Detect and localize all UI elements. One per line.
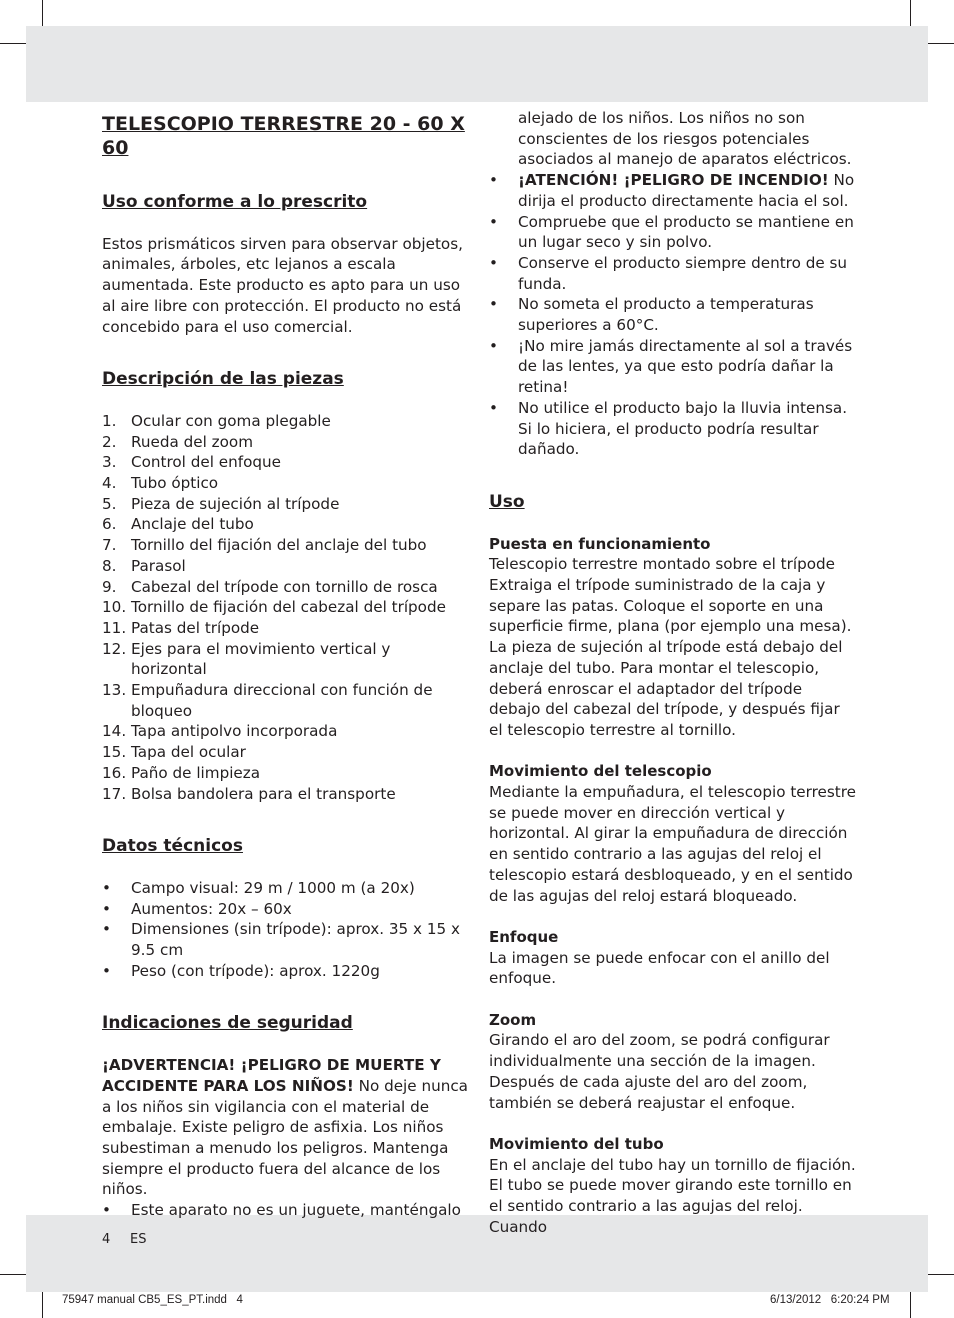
- item-number: 2.: [102, 432, 117, 451]
- language-code: ES: [130, 1232, 147, 1247]
- item-number: 15.: [102, 743, 127, 762]
- list-item: [489, 212, 857, 253]
- page-number: 4: [102, 1232, 111, 1247]
- item-text: Ejes para el movimiento vertical y horizontal: [131, 639, 391, 679]
- list-item: [102, 618, 470, 639]
- bullet: •: [102, 899, 111, 918]
- warning-text: No deje nunca a los niños sin vigilancia con el material de embalaje. Existe peligro de asfixia. Los niños subestiman a menudo los peligros. Mantenga siempre el producto fuera del alcance de los niños.: [102, 1076, 468, 1199]
- item-text: Rueda del zoom: [131, 432, 253, 451]
- item-text: Cabezal del trípode con tornillo de rosca: [131, 577, 438, 596]
- file-slug: 75947 manual CB5_ES_PT.indd 4: [62, 1294, 243, 1306]
- fire-warning-text: No dirija el producto directamente hacia el sol.: [518, 171, 855, 210]
- subsection-text: Telescopio terrestre montado sobre el trípode Extraiga el trípode suministrado de la caja y separe las patas. Coloque el soporte en una superficie firme, plana (por ejemplo una mesa). La pieza de sujeción al trípode está debajo del anclaje del tubo. Para montar el telescopio, deberá enroscar el adaptador del trípode debajo del cabezal del trípode, y después fijar el telescopio terrestre al tornillo.: [489, 555, 852, 739]
- subsection-title: Movimiento del telescopio: [489, 762, 712, 781]
- item-number: 1.: [102, 411, 117, 430]
- list-item: [102, 577, 470, 598]
- list-item: [102, 721, 470, 742]
- warning-bold: ¡ADVERTENCIA! ¡PELIGRO DE MUERTE Y ACCIDENTE PARA LOS NIÑOS!: [102, 1056, 441, 1095]
- subsection-text: Mediante la empuñadura, el telescopio terrestre se puede mover en dirección vertical y horizontal. Al girar la empuñadura de dirección en sentido contrario a las agujas del reloj el telescopio estará desbloqueado, y en el sentido de las agujas del reloj estará bloqueado.: [489, 783, 856, 905]
- item-text: Anclaje del tubo: [131, 515, 254, 534]
- item-text: Bolsa bandolera para el transporte: [131, 784, 396, 803]
- item-number: 9.: [102, 577, 117, 596]
- safety-item-text: alejado de los niños. Los niños no son conscientes de los riesgos potenciales asociados al manejo de aparatos eléctricos.: [518, 109, 852, 169]
- item-text: Paño de limpieza: [131, 763, 261, 782]
- list-item: [102, 899, 470, 920]
- list-item: [102, 473, 470, 494]
- item-text: ¡No mire jamás directamente al sol a través de las lentes, ya que esto podría dañar la retina!: [518, 336, 853, 397]
- bullet: •: [102, 961, 111, 980]
- item-number: 16.: [102, 763, 127, 782]
- subsection-text: En el anclaje del tubo hay un tornillo de fijación. El tubo se puede mover girando este tornillo en el sentido contrario a las agujas del reloj. Cuando: [489, 1155, 856, 1236]
- bullet: •: [489, 171, 498, 190]
- item-number: 17.: [102, 784, 127, 803]
- header-band: [26, 26, 928, 102]
- subsection-text: Girando el aro del zoom, se podrá configurar individualmente una sección de la imagen. Después de cada ajuste del aro del zoom, también se deberá reajustar el enfoque.: [489, 1031, 830, 1112]
- item-text: Empuñadura direccional con función de bloqueo: [131, 681, 433, 720]
- item-text: Parasol: [131, 556, 186, 575]
- item-number: 4.: [102, 474, 117, 492]
- item-number: 5.: [102, 494, 117, 513]
- parts-list: [102, 411, 470, 804]
- uso-conforme-text: Estos prismáticos sirven para observar objetos, animales, árboles, etc lejanos a escala aumentada. Este producto es apto para un uso al aire libre con protección. El producto no está concebido para el uso comercial.: [102, 234, 463, 336]
- item-text: Peso (con trípode): aprox. 1220g: [131, 961, 380, 980]
- list-item: [102, 494, 470, 515]
- item-text: Compruebe que el producto se mantiene en un lugar seco y sin polvo.: [518, 212, 854, 252]
- item-text: Control del enfoque: [131, 453, 281, 472]
- list-item: [102, 680, 470, 721]
- list-item: [489, 170, 857, 211]
- list-item: [102, 411, 470, 432]
- list-item: [102, 784, 470, 805]
- subsection-text: La imagen se puede enfocar con el anillo del enfoque.: [489, 948, 830, 988]
- item-number: 3.: [102, 453, 117, 472]
- item-text: Conserve el producto siempre dentro de su funda.: [518, 253, 848, 293]
- subsection-title: Enfoque: [489, 927, 559, 946]
- list-item: [102, 535, 470, 556]
- item-number: 8.: [102, 556, 117, 575]
- heading-uso-conforme: Uso conforme a lo prescrito: [102, 192, 368, 212]
- subsection-title: Zoom: [489, 1010, 537, 1029]
- crop-mark: [0, 1274, 26, 1275]
- list-item: [489, 294, 857, 335]
- item-text: Tapa antipolvo incorporada: [131, 722, 338, 741]
- bullet: •: [102, 878, 111, 897]
- list-item: [102, 432, 470, 453]
- specs-list: [102, 878, 470, 982]
- item-number: 13.: [102, 681, 127, 700]
- right-column: [489, 108, 857, 1237]
- item-text: Patas del trípode: [131, 618, 260, 637]
- list-item: [102, 763, 470, 784]
- bullet: •: [489, 295, 498, 314]
- left-column: [102, 108, 470, 1221]
- item-text: Tubo óptico: [131, 474, 219, 492]
- item-number: 11.: [102, 618, 127, 637]
- list-item: [102, 878, 470, 899]
- item-number: 10.: [102, 598, 127, 617]
- item-text: Dimensiones (sin trípode): aprox. 35 x 15 x 9.5 cm: [131, 920, 460, 960]
- crop-mark: [42, 1292, 43, 1318]
- item-number: 7.: [102, 536, 117, 555]
- bullet: •: [102, 1201, 111, 1220]
- list-item: [489, 108, 857, 170]
- list-item: [489, 398, 857, 460]
- bullet: •: [489, 212, 498, 231]
- list-item: [102, 919, 470, 960]
- safety-item-text: Este aparato no es un juguete, manténgalo: [131, 1201, 461, 1220]
- item-number: 12.: [102, 639, 127, 658]
- list-item: [489, 253, 857, 294]
- list-item: [102, 961, 470, 982]
- crop-mark: [928, 1274, 954, 1275]
- bullet: •: [489, 253, 498, 272]
- date-slug: 6/13/2012 6:20:24 PM: [770, 1294, 890, 1306]
- heading-uso: Uso: [489, 491, 525, 512]
- list-item: [102, 452, 470, 473]
- item-text: Pieza de sujeción al trípode: [131, 494, 340, 513]
- item-text: Tapa del ocular: [131, 743, 246, 762]
- bullet: •: [489, 336, 498, 355]
- list-item: [102, 639, 470, 680]
- list-item: [102, 514, 470, 535]
- item-text: Aumentos: 20x – 60x: [131, 899, 292, 918]
- warning-paragraph: [102, 1055, 470, 1200]
- safety-list-rest: [489, 212, 857, 460]
- list-item: [102, 1200, 470, 1221]
- bullet: •: [489, 398, 498, 417]
- bullet: •: [102, 920, 111, 939]
- list-item: [102, 556, 470, 577]
- subsection-title: Movimiento del tubo: [489, 1134, 664, 1153]
- safety-list: [489, 108, 857, 212]
- heading-descripcion: Descripción de las piezas: [102, 369, 344, 390]
- fire-warning-bold: ¡ATENCIÓN! ¡PELIGRO DE INCENDIO!: [518, 171, 829, 190]
- heading-datos-tecnicos: Datos técnicos: [102, 836, 243, 857]
- list-item: [102, 597, 470, 618]
- item-text: Tornillo de fijación del cabezal del trípode: [131, 598, 446, 617]
- item-number: 14.: [102, 722, 127, 741]
- item-text: Tornillo del fijación del anclaje del tubo: [131, 536, 427, 555]
- crop-mark: [0, 43, 26, 44]
- list-item: [489, 336, 857, 398]
- crop-mark: [928, 43, 954, 44]
- item-text: Campo visual: 29 m / 1000 m (a 20x): [131, 878, 415, 897]
- list-item: [102, 742, 470, 763]
- item-text: Ocular con goma plegable: [131, 411, 331, 430]
- crop-mark: [910, 0, 911, 26]
- item-text: No utilice el producto bajo la lluvia intensa. Si lo hiciera, el producto podría resultar dañado.: [518, 398, 848, 459]
- item-number: 6.: [102, 515, 117, 534]
- heading-seguridad: Indicaciones de seguridad: [102, 1013, 353, 1034]
- subsection-title: Puesta en funcionamiento: [489, 534, 711, 553]
- crop-mark: [910, 1292, 911, 1318]
- page-title: TELESCOPIO TERRESTRE 20 - 60 X 60: [102, 113, 465, 159]
- item-text: No someta el producto a temperaturas superiores a 60°C.: [518, 295, 814, 335]
- crop-mark: [42, 0, 43, 26]
- safety-list-start: [102, 1200, 470, 1221]
- uso-sections: [489, 534, 857, 1238]
